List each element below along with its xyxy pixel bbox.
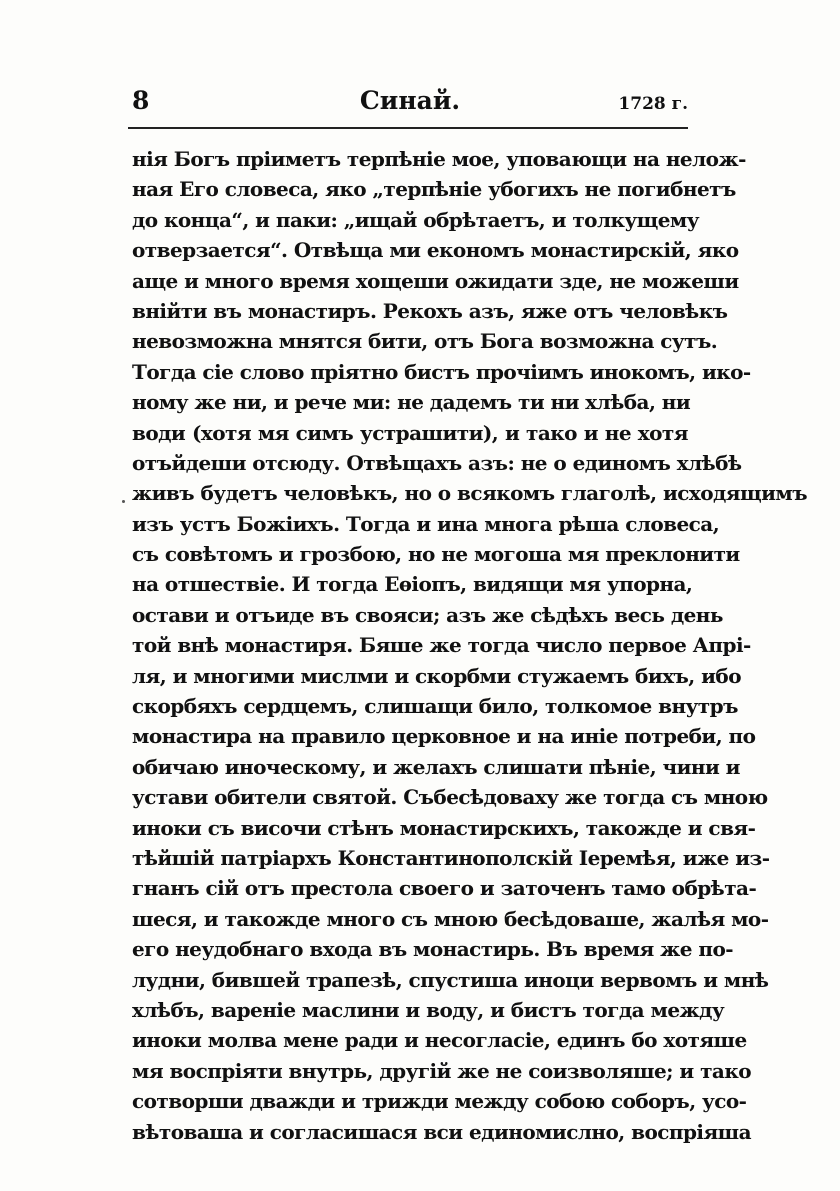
text-line: остави и отъиде въ свояси; азъ же сѣдѣхъ весь день [132, 602, 723, 627]
text-line: иноки съ височи стѣнъ монастирскихъ, такожде и свя- [132, 815, 756, 840]
text-line: его неудобнаго входа въ монастирь. Въ время же по- [132, 937, 734, 962]
text-line: води (хотя мя симъ устрашити), и тако и не хотя [132, 420, 688, 445]
text-line: шеся, и такожде много съ мною бесѣдоваше, жалѣя мо- [132, 906, 769, 931]
text-line: хлѣбъ, вареніе маслини и воду, и бистъ тогда между [132, 997, 725, 1022]
text-line: ля, и многими мислми и скорбми стужаемъ бихъ, ибо [132, 663, 741, 688]
text-line: тѣйшій патріархъ Константинополскій Іеремѣя, иже из- [132, 845, 770, 870]
running-title: Синай. [359, 86, 461, 115]
text-line: скорбяхъ сердцемъ, слишащи било, толкомое внутръ [132, 694, 738, 719]
text-line: съ совѣтомъ и грозбою, но не могоша мя преклонити [132, 542, 740, 567]
text-line: той внѣ монастиря. Бяше же тогда число первое Апрі- [132, 633, 751, 658]
text-line: живъ будетъ человѣкъ, но о всякомъ глаголѣ, исходящимъ [132, 481, 808, 506]
text-line: сотворши дважди и трижди между собою соборъ, усо- [132, 1089, 747, 1114]
text-line: внійти въ монастиръ. Рекохъ азъ, яже отъ человѣкъ [132, 298, 728, 323]
text-line: Тогда сіе слово пріятно бистъ прочіимъ инокомъ, ико- [132, 359, 751, 384]
text-line: вѣтоваша и согласишася вси единомислно, воспріяша [132, 1119, 752, 1144]
text-line: ная Его словеса, яко „терпѣніе убогихъ не погибнетъ [132, 177, 736, 202]
body-text [132, 144, 808, 1147]
header-rule [128, 127, 688, 129]
page-number: 8 [132, 86, 150, 115]
text-line: отверзается“. Отвѣща ми економъ монастирскій, яко [132, 238, 739, 263]
text-line: гнанъ сій отъ престола своего и заточенъ тамо обрѣта- [132, 876, 757, 901]
text-line: лудни, бившей трапезѣ, спустиша иноци вервомъ и мнѣ [132, 967, 769, 992]
text-line: на отшествіе. И тогда Еѳіопъ, видящи мя упорна, [132, 572, 693, 597]
page-header [132, 86, 688, 122]
text-line: аще и много время хощеши ожидати зде, не можеши [132, 268, 739, 293]
text-line: иноки молва мене ради и несогласіе, единъ бо хотяше [132, 1028, 747, 1053]
text-line: невозможна мнятся бити, отъ Бога возможна сутъ. [132, 329, 718, 354]
text-line: обичаю иноческому, и желахъ слишати пѣніе, чини и [132, 754, 740, 779]
text-line: изъ устъ Божіихъ. Тогда и ина многа рѣша словеса, [132, 511, 720, 536]
text-line: устави обители святой. Събесѣдоваху же тогда съ мною [132, 785, 768, 810]
text-line: монастира на правило церковное и на иніе потреби, по [132, 724, 756, 749]
text-line: нія Богъ пріиметъ терпѣніе мое, уповающи на нелож- [132, 147, 746, 171]
text-line: до конца“, и паки: „ищай обрѣтаетъ, и толкущему [132, 207, 700, 232]
text-line: мя воспріяти внутрь, другій же не соизволяше; и тако [132, 1058, 752, 1083]
text-line: ному же ни, и рече ми: не дадемъ ти ни хлѣба, ни [132, 390, 691, 415]
text-line: отъйдеши отсюду. Отвѣщахъ азъ: не о единомъ хлѣбѣ [132, 450, 742, 475]
year-label: 1728 г. [618, 94, 688, 114]
margin-mark [122, 500, 125, 503]
